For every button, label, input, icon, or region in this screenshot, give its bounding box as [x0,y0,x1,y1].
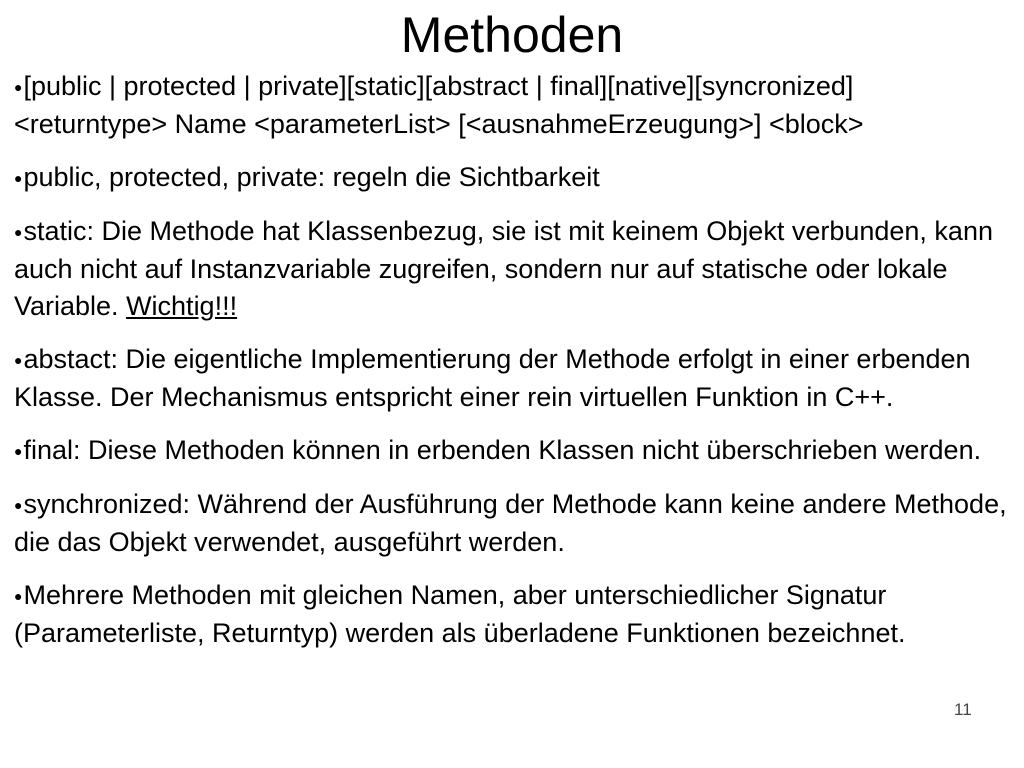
bullet-icon: ● [14,79,23,95]
list-item-abstract [14,341,1010,416]
signature-line-1: [public | protected | private][static][abstract | final][native][syncronized] [23,71,854,101]
bullet-icon: ● [14,352,23,368]
slide-title: Methoden [400,7,624,63]
bullet-icon: ● [14,497,23,513]
bullet-icon: ● [14,224,23,240]
list-item-signature [14,68,1010,143]
page-number: 11 [954,700,972,719]
list-item-text: Mehrere Methoden mit gleichen Namen, aber unterschiedlicher Signatur (Parameterliste, Returntyp) werden als überladene Funktionen bezeichnet. [14,580,906,648]
bullet-icon: ● [14,588,23,604]
list-item-synchronized [14,486,1010,561]
bullet-icon: ● [14,170,23,186]
emphasis-text: Wichtig!!! [126,291,238,321]
bullet-icon: ● [14,443,23,459]
list-item-static [14,213,1010,325]
list-item-overloading [14,577,1010,652]
bullet-list [14,68,1010,668]
signature-line-2: <returntype> Name <parameterList> [<ausnahmeErzeugung>] <block> [14,109,864,139]
list-item-text: final: Diese Methoden können in erbenden Klassen nicht überschrieben werden. [23,435,982,465]
list-item-text: abstact: Die eigentliche Implementierung der Methode erfolgt in einer erbenden Klasse. Der Mechanismus entspricht einer rein virtuellen Funktion in C++. [14,344,971,412]
list-item-visibility [14,159,1010,197]
list-item-text: public, protected, private: regeln die Sichtbarkeit [23,162,600,192]
list-item-text: static: Die Methode hat Klassenbezug, sie ist mit keinem Objekt verbunden, kann auch nicht auf Instanzvariable zugreifen, sondern nur auf statische oder lokale Variable. [14,216,993,321]
list-item-final [14,432,1010,470]
list-item-text: synchronized: Während der Ausführung der Methode kann keine andere Methode, die das Objekt verwendet, ausgeführt werden. [14,489,1007,557]
